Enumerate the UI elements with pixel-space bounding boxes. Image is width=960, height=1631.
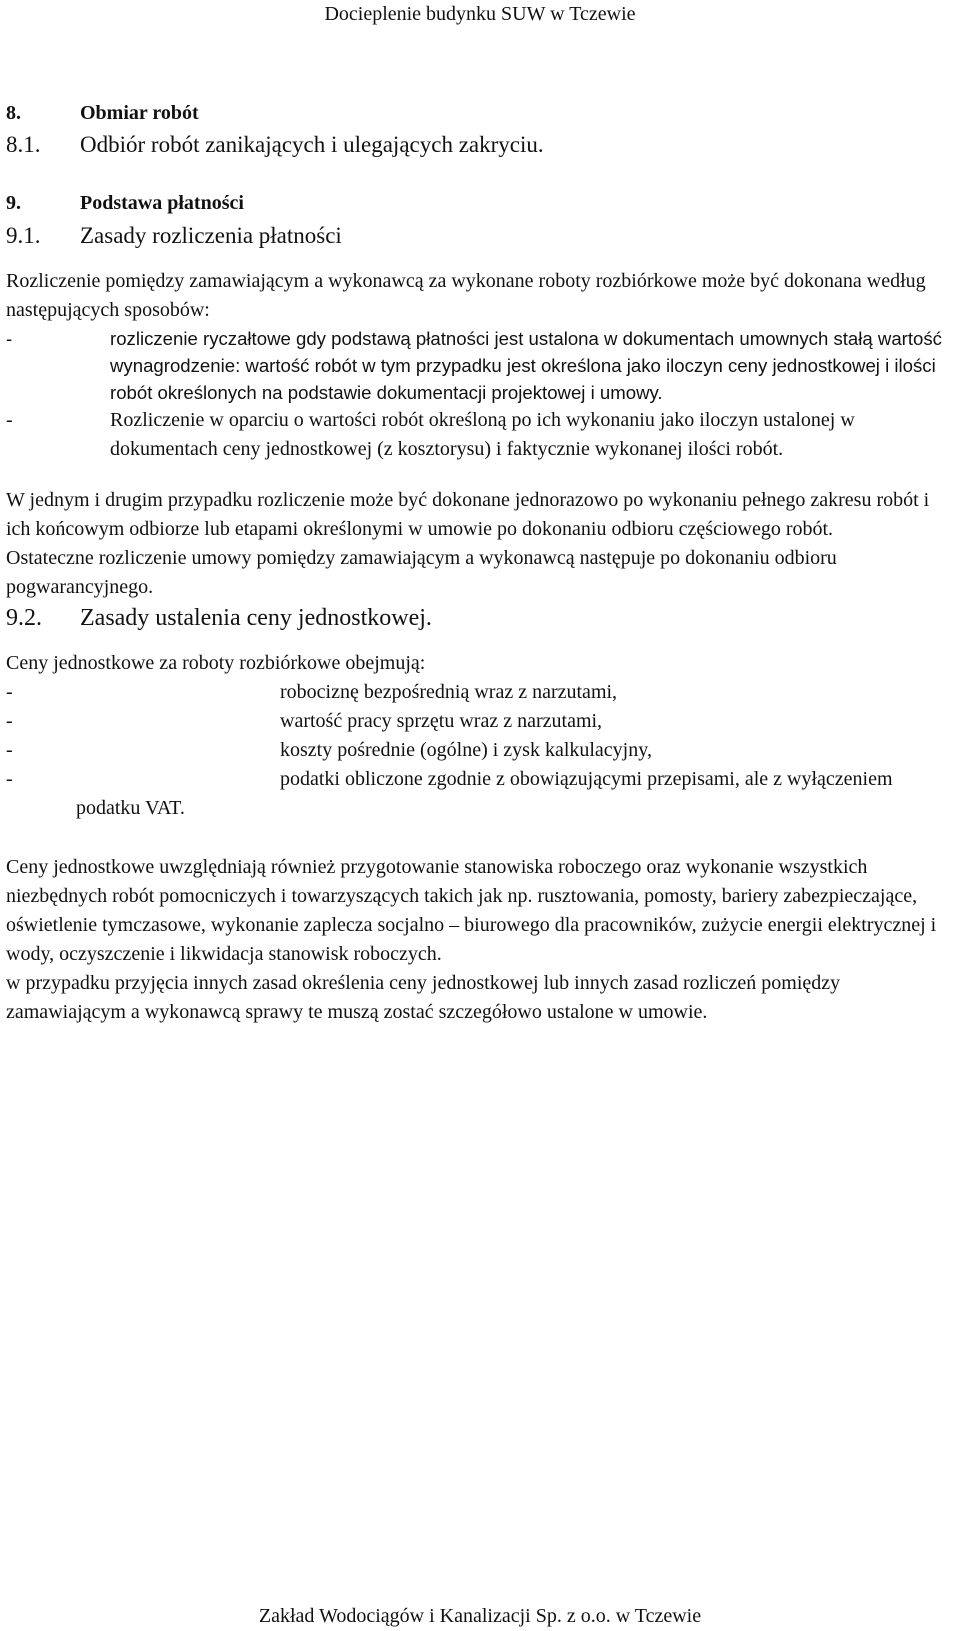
list-item: [6, 406, 958, 464]
section-number: 9.1.: [6, 223, 41, 248]
list-item-text: rozliczenie ryczałtowe gdy podstawą płatności jest ustalona w dokumentach umownych stałą wartość wynagrodzenie: wartość robót w tym przypadku jest określona jako iloczyn ceny jednostkowej i ilości robót określonych na podstawie dokumentacji projektowej i umowy.: [110, 328, 942, 403]
list-dash: -: [6, 409, 13, 431]
list-item-text: Rozliczenie w oparciu o wartości robót określoną po ich wykonaniu jako iloczyn ustalonej w dokumentach ceny jednostkowej (z kosztorysu) i faktycznie wykonanej ilości robót.: [110, 409, 855, 460]
list-item-text: koszty pośrednie (ogólne) i zysk kalkulacyjny,: [280, 739, 652, 761]
section-number: 9.2.: [6, 605, 42, 631]
payment-intro: Rozliczenie pomiędzy zamawiającym a wykonawcą za wykonane roboty rozbiórkowe może być dokonana według następujących sposobów:: [6, 270, 926, 321]
payment-methods-list-2: [6, 406, 958, 464]
section-number: 9.: [6, 192, 21, 214]
section-title: Obmiar robót: [80, 102, 199, 124]
section-9-2-heading: [6, 602, 958, 634]
list-item: [6, 707, 958, 736]
section-9-heading: [6, 189, 958, 217]
payment-methods-list: [6, 325, 958, 406]
list-item-text: robociznę bezpośrednią wraz z narzutami,: [280, 681, 618, 703]
list-item-text: wartość pracy sprzętu wraz z narzutami,: [280, 710, 603, 732]
section-number: 8.1.: [6, 132, 41, 157]
list-item: [6, 678, 958, 707]
section-title: Zasady ustalenia ceny jednostkowej.: [80, 605, 432, 631]
list-item-text: podatki obliczone zgodnie z obowiązującymi przepisami, ale z wyłączeniem podatku VAT.: [76, 768, 893, 819]
unit-price-items: [6, 678, 958, 823]
section-8-heading: [6, 99, 958, 127]
list-item: [6, 736, 958, 765]
section-title: Odbiór robót zanikających i ulegających zakryciu.: [80, 132, 544, 157]
unit-price-paragraph-1: Ceny jednostkowe uwzględniają również przygotowanie stanowiska roboczego oraz wykonanie wszystkich niezbędnych robót pomocniczych i towarzyszących takich jak np. rusztowania, pomosty, bariery zabezpieczające, oświetlenie tymczasowe, wykonanie zaplecza socjalno – biurowego dla pracowników, zużycie energii elektrycznej i wody, oczyszczenie i likwidacja stanowisk roboczych.: [6, 856, 937, 965]
page-footer: Zakład Wodociągów i Kanalizacji Sp. z o.o. w Tczewie: [258, 1605, 702, 1627]
section-title: Podstawa płatności: [80, 192, 244, 214]
section-title: Zasady rozliczenia płatności: [80, 223, 342, 248]
unit-price-paragraph-2: w przypadku przyjęcia innych zasad określenia ceny jednostkowej lub innych zasad rozliczeń pomiędzy zamawiającym a wykonawcą sprawy te muszą zostać szczegółowo ustalone w umowie.: [6, 972, 841, 1023]
list-dash: -: [6, 681, 13, 703]
section-8-1-heading: [6, 129, 958, 160]
list-dash: -: [6, 328, 13, 349]
list-dash: -: [6, 739, 13, 761]
document-body: [6, 99, 958, 1027]
payment-paragraph-2: Ostateczne rozliczenie umowy pomiędzy zamawiającym a wykonawcą następuje po dokonaniu odbioru pogwarancyjnego.: [6, 547, 837, 598]
payment-paragraph-1: W jednym i drugim przypadku rozliczenie może być dokonane jednorazowo po wykonaniu pełnego zakresu robót i ich końcowym odbiorze lub etapami określonymi w umowie po dokonaniu odbioru częściowego robót.: [6, 489, 930, 540]
list-item: [6, 325, 958, 406]
section-number: 8.: [6, 102, 21, 124]
list-item: [6, 765, 958, 823]
unit-price-intro: Ceny jednostkowe za roboty rozbiórkowe obejmują:: [6, 652, 426, 674]
section-9-1-heading: [6, 220, 958, 251]
list-dash: -: [6, 768, 13, 790]
page-header: Docieplenie budynku SUW w Tczewie: [324, 3, 636, 25]
list-dash: -: [6, 710, 13, 732]
